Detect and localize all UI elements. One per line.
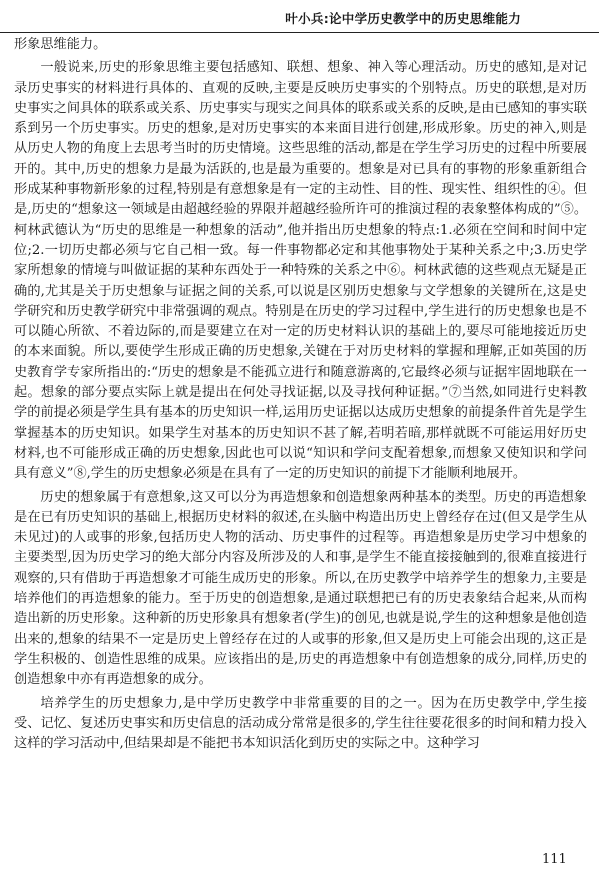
paragraph-continuation: 形象思维能力。 (14, 37, 107, 52)
paragraph: 一般说来,历史的形象思维主要包括感知、联想、想象、神入等心理活动。历史的感知,是对记录历史事实的材料进行具体的、直观的反映,主要是反映历史事实的个别特点。历史的联想,是对历史事实之间具体的联系或关系、历史事实与现实之间具体的联系或关系的反映,是由已感知的事实联系到另一个历史事实。历史的想象,是对历史事实的本来面目进行创建,形成形象。历史的神入,则是从历史人物的角度上去思考当时的历史情境。这些思维的活动,都是在学生学习历史的过程中所要展开的。其中,历史的想象力是最为活跃的,也是最为重要的。想象是对已具有的事物的形象重新组合形成某种事物新形象的过程,特别是有意想象是有一定的主动性、目的性、现实性、组织性的④。但是,历史的“想象这一领域是由超越经验的界限并超越经验所许可的推演过程的表象整体构成的”⑤。柯林武德认为“历史的思维是一种想象的活动”,他并指出历史想象的特点:1.必须在空间和时间中定位;2.一切历史都必须与它自己相一致。每一件事物都必定和其他事物处于某种关系之中;3.历史学家所想象的情境与叫做证据的某种东西处于一种特殊的关系之中⑥。柯林武德的这些观点无疑是正确的,尤其是关于历史想象与证据之间的关系,可以说是区别历史想象与文学想象的关键所在,这是史学研究和历史教学研究中非常强调的观点。特别是在历史的学习过程中,学生进行的历史想象也是不可以随心所欲、不着边际的,而是要建立在对一定的历史材料认识的基础上的,要尽可能地接近历史的本来面貌。所以,要使学生形成正确的历史想象,关键在于对历史材料的掌握和理解,正如英国的历史教育学专家所指出的:“历史的想象是不能孤立进行和随意游离的,它最终必须与证据牢固地联在一起。想象的部分要点实际上就是提出在何处寻找证据,以及寻找何种证据。”⑦当然,如同进行史料教学的前提必须是学生具有基本的历史知识一样,运用历史证据以达成历史想象的前提条件首先是学生掌握基本的历史知识。如果学生对基本的历史知识不甚了解,若明若暗,那样就既不可能运用好历史材料,也不可能形成正确的历史想象,因此也可以说“知识和学问支配着想象,而想象又使知识和学问具有意义”⑧,学生的历史想象必须是在具有了一定的历史知识的前提下才能顺利地展开。 (14, 60, 587, 482)
paragraph: 历史的想象属于有意想象,这又可以分为再造想象和创造想象两种基本的类型。历史的再造想象是在已有历史知识的基础上,根据历史材料的叙述,在头脑中构造出历史上曾经存在过(但又是学生从未见过)的人或事的形象,包括历史人物的活动、历史事件的过程等。再造想象是历史学习中想象的主要类型,因为历史学习的绝大部分内容及所涉及的人和事,是学生不能直接接触到的,很难直接进行观察的,只有借助于再造想象才可能生成历史的形象。所以,在历史教学中培养学生的想象力,主要是培养他们的再造想象的能力。至于历史的创造想象,是通过联想把已有的历史表象结合起来,从而构造出新的历史形象。这种新的历史形象具有想象者(学生)的创见,也就是说,学生的这种想象是他创造出来的,想象的结果不一定是历史上曾经存在过的人或事的形象,但又是历史上可能会出现的,这正是学生积极的、创造性思维的成果。应该指出的是,历史的再造想象中有创造想象的成分,同样,历史的创造想象中亦有再造想象的成分。 (14, 489, 587, 688)
header-rule (0, 32, 599, 33)
running-header (0, 6, 599, 28)
article-body (14, 35, 587, 754)
running-title: 叶小兵:论中学历史教学中的历史思维能力 (285, 11, 521, 26)
page-number: 111 (542, 852, 567, 867)
paragraph: 培养学生的历史想象力,是中学历史教学中非常重要的目的之一。因为在历史教学中,学生接受、记忆、复述历史事实和历史信息的活动成分常常是很多的,学生往往要花很多的时间和精力投入这样的学习活动中,但结果却是不能把书本知识活化到历史的实际之中。这种学习 (14, 695, 587, 752)
